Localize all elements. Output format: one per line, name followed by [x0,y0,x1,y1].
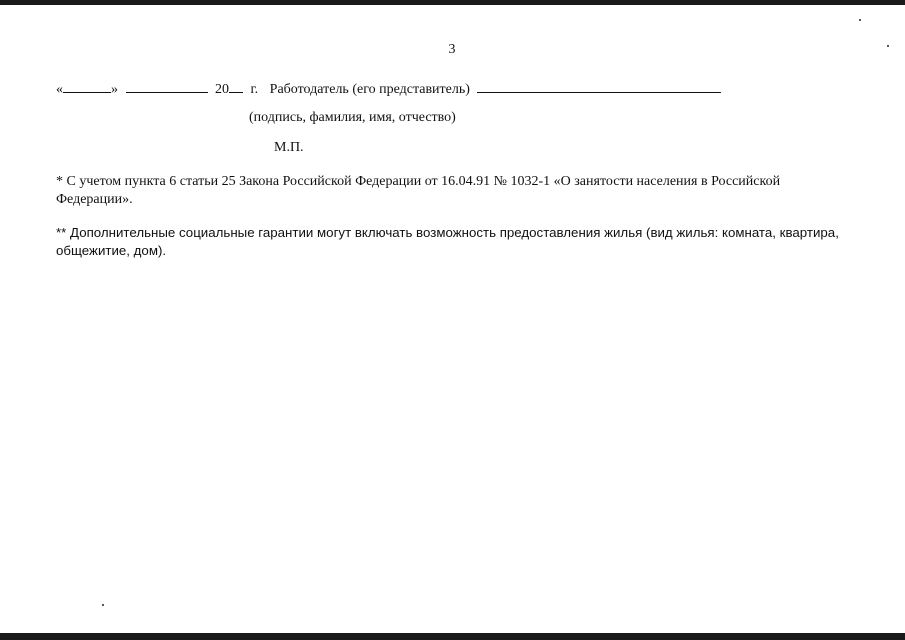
scan-speck [887,45,889,47]
day-blank [63,80,111,93]
scan-edge-bottom [0,633,905,640]
year-prefix: 20 [215,82,229,97]
date-close-quote: » [111,82,118,97]
scan-edge-top [0,0,905,5]
employer-label: Работодатель (его представитель) [269,82,470,97]
footnote-unemployment-law: * С учетом пункта 6 статьи 25 Закона Российской Федерации от 16.04.91 № 1032-1 «О занятости населения в Российской Федерации». [56,174,781,207]
page-number: 3 [448,42,456,57]
signature-hint: (подпись, фамилия, имя, отчество) [249,110,456,125]
footnote-social-guarantees: ** Дополнительные социальные гарантии могут включать возможность предоставления жилья (вид жилья: комната, квартира, общежитие, дом). [56,225,839,258]
signature-line [56,80,756,98]
scan-speck [859,19,861,21]
employer-signature-blank [477,80,721,93]
month-blank [126,80,208,93]
seal-label: М.П. [274,140,304,155]
year-blank [229,80,243,93]
scan-speck [102,604,104,606]
date-open-quote: « [56,82,63,97]
year-suffix: г. [250,82,259,97]
